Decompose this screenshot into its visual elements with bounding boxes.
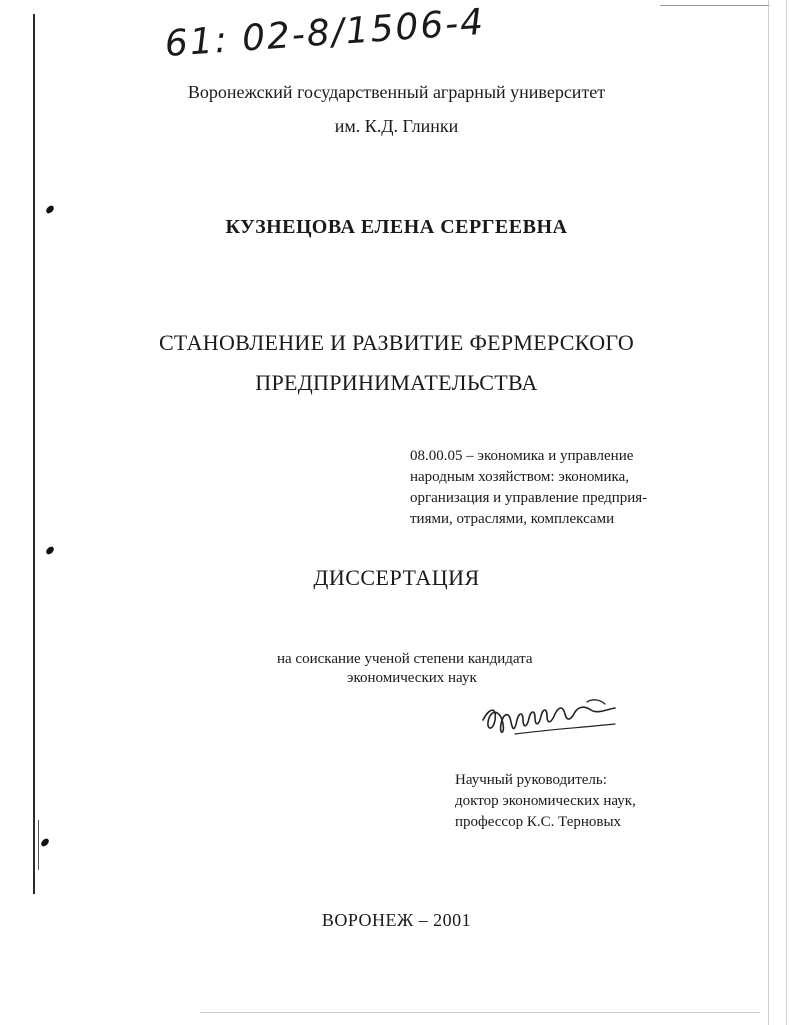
specialty-line: организация и управление предприя- [410,490,648,506]
scan-mark-left [38,820,39,870]
supervisor-line: доктор экономических наук, [455,793,636,809]
document-type: ДИССЕРТАЦИЯ [313,565,480,590]
dissertation-title-line-1: СТАНОВЛЕНИЕ И РАЗВИТИЕ ФЕРМЕРСКОГО [158,330,635,355]
specialty-line: 08.00.05 – экономика и управление [410,448,634,464]
archive-code-handwritten: 61: 02-8/1506-4 [163,1,487,65]
dissertation-title-line-2: ПРЕДПРИНИМАТЕЛЬСТВА [255,370,538,395]
supervisor-line: Научный руководитель: [455,772,607,788]
author-signature [475,690,635,745]
scan-edge-top [660,5,770,6]
city-year: ВОРОНЕЖ – 2001 [321,910,472,930]
scan-edge-left [33,14,35,894]
binder-hole-mark [40,837,51,848]
scan-edge-bottom [200,1012,760,1013]
supervisor-line: профессор К.С. Терновых [455,814,622,830]
degree-line-2: экономических наук [347,670,477,686]
university-named-after: им. К.Д. Глинки [334,116,459,136]
university-name: Воронежский государственный аграрный университет [187,82,606,102]
specialty-line: народным хозяйством: экономика, [410,469,630,485]
binder-hole-mark [45,204,56,215]
scan-edge-right-outer [786,0,787,1025]
author-name: КУЗНЕЦОВА ЕЛЕНА СЕРГЕЕВНА [225,216,568,238]
scan-edge-right [768,0,769,1025]
degree-line-1: на соискание ученой степени кандидата [277,651,533,667]
binder-hole-mark [45,545,56,556]
specialty-block [410,446,710,530]
supervisor-block [455,770,715,833]
specialty-line: тиями, отраслями, комплексами [410,511,615,527]
